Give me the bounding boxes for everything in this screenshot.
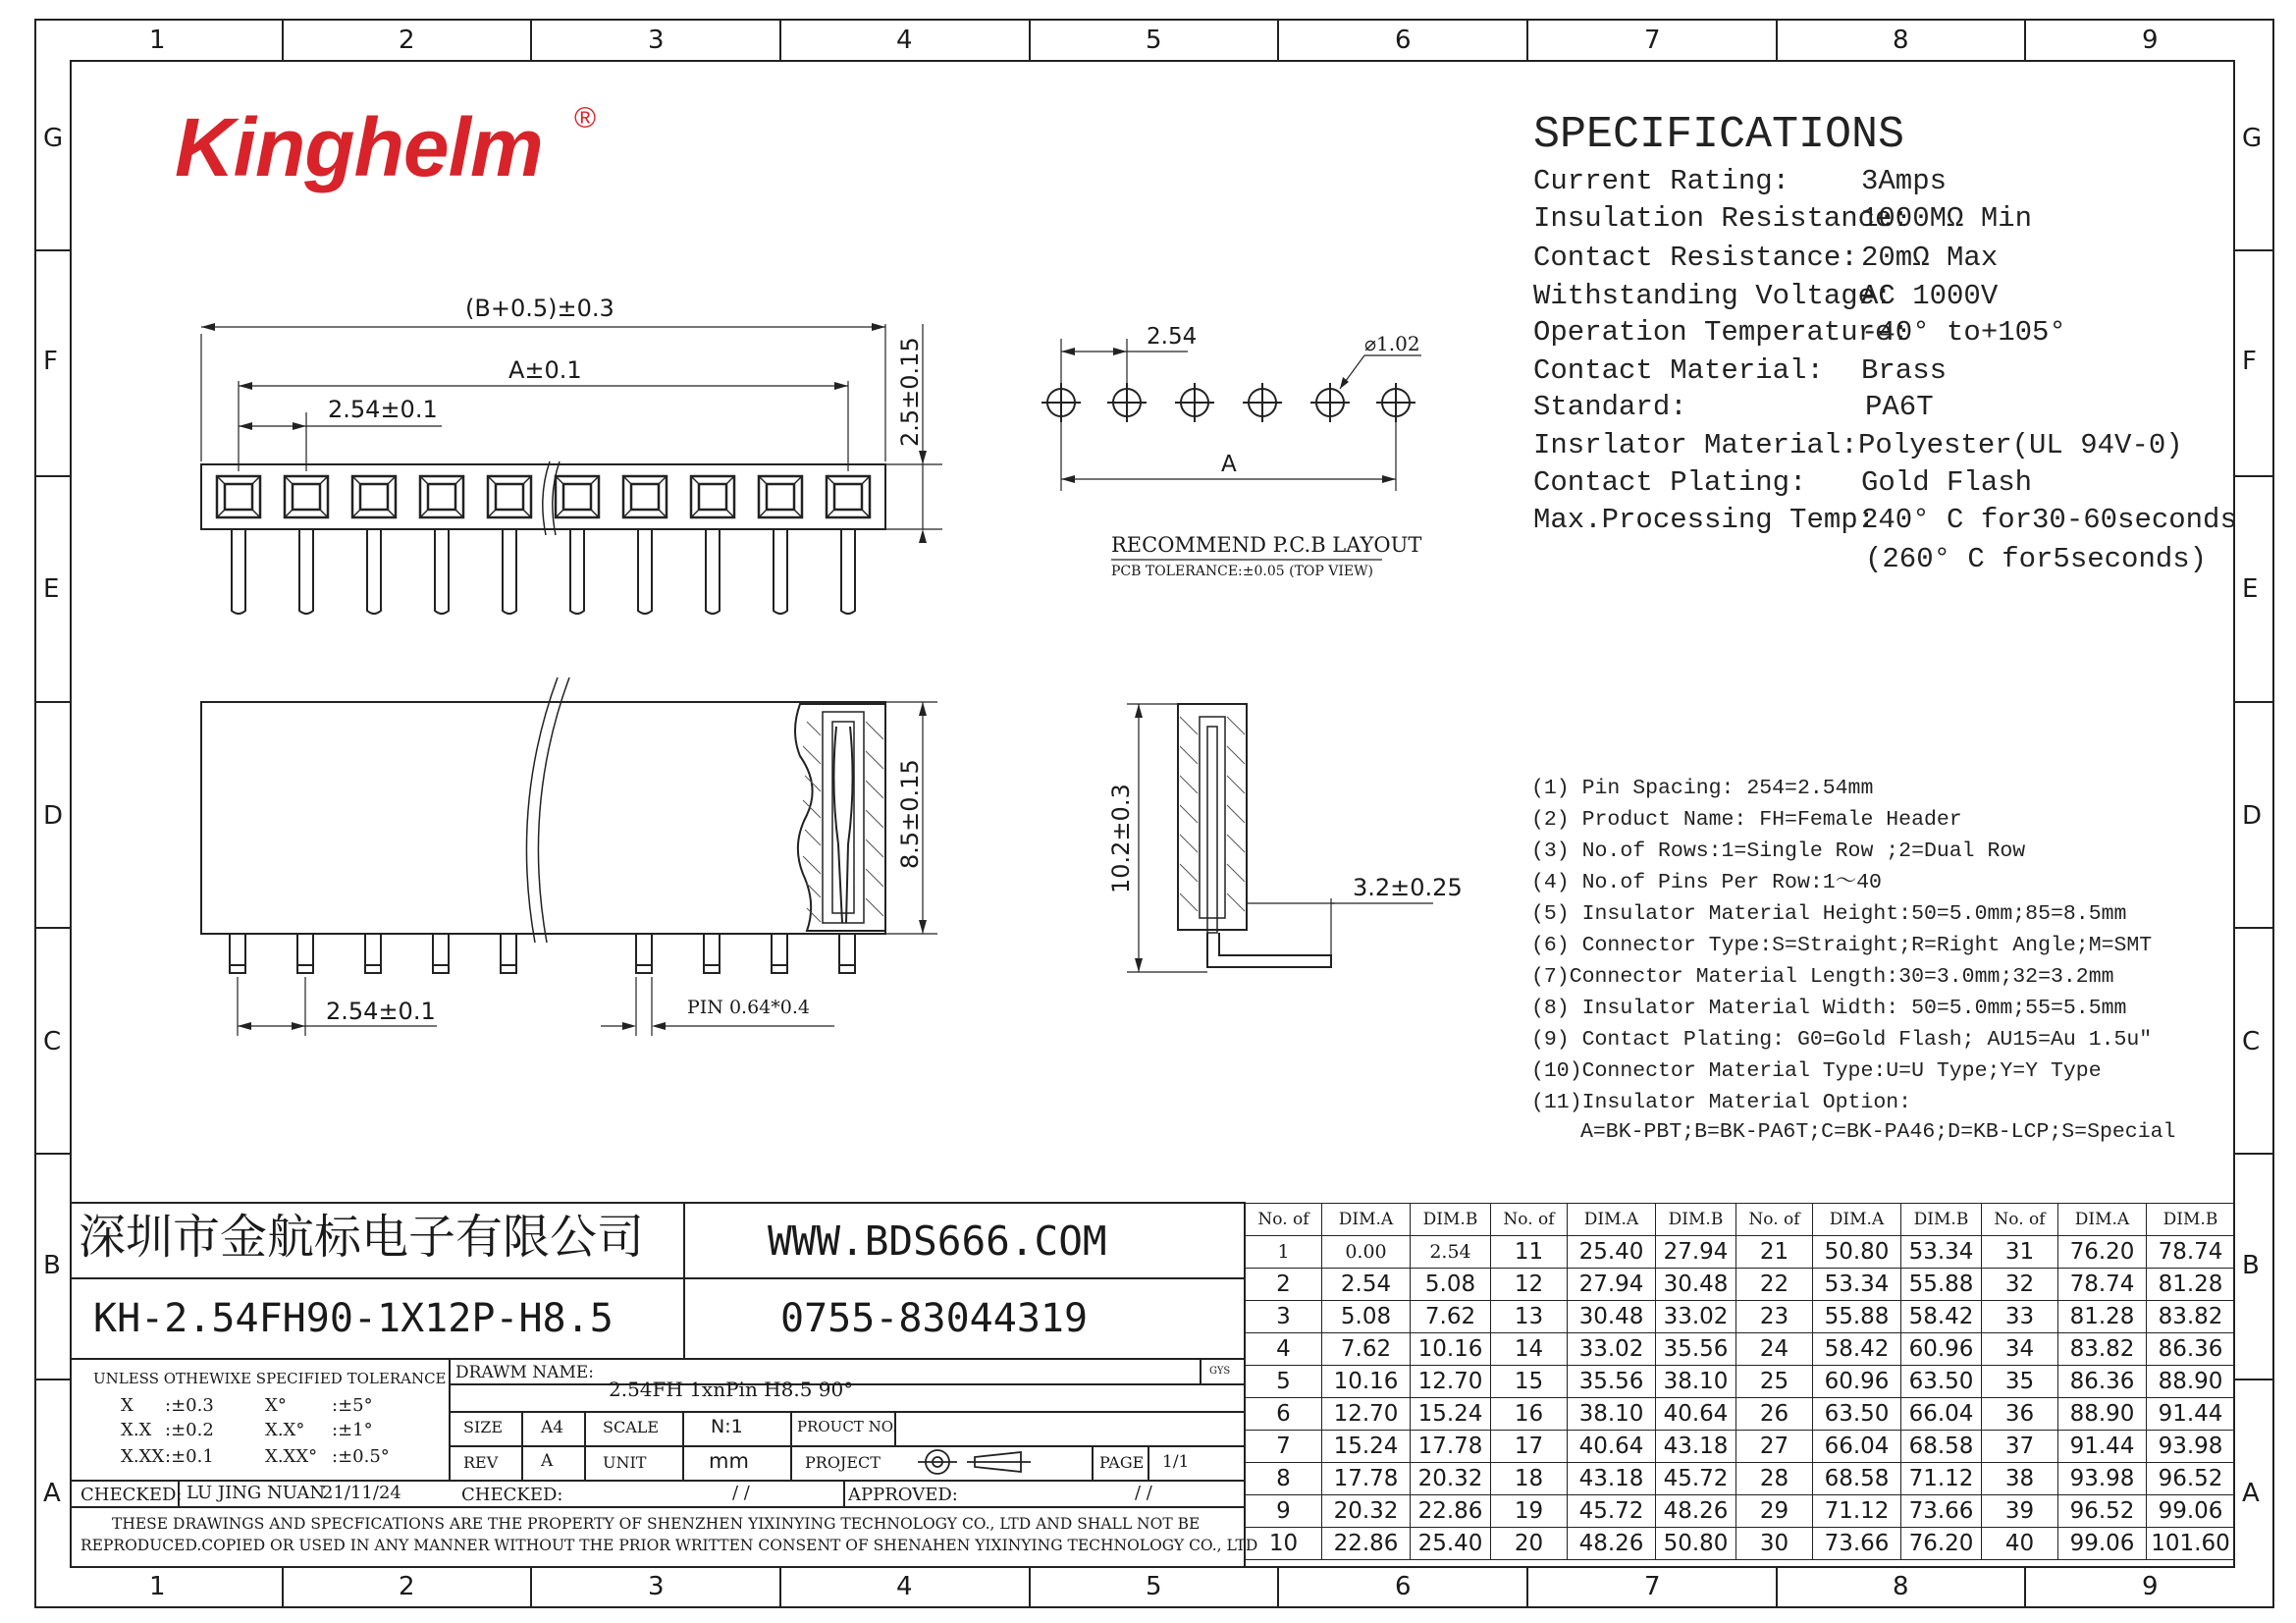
table-cell: 7.62 xyxy=(1322,1333,1411,1366)
note-item: (11)Insulator Material Option: xyxy=(1531,1091,1912,1114)
row-label: E xyxy=(2242,574,2259,604)
row-label: B xyxy=(43,1251,61,1280)
table-cell: 81.28 xyxy=(2058,1301,2147,1333)
table-cell: 43.18 xyxy=(1656,1431,1736,1463)
tol-x: X xyxy=(121,1395,133,1416)
spec-value: 3Amps xyxy=(1861,165,1948,197)
size-label: SIZE xyxy=(463,1418,504,1436)
table-cell: 76.20 xyxy=(2058,1236,2147,1269)
row-label: A xyxy=(2242,1479,2260,1508)
table-cell: 24 xyxy=(1736,1333,1813,1366)
side-view xyxy=(1127,704,1433,972)
table-cell: 2.54 xyxy=(1411,1236,1491,1269)
col-label: 8 xyxy=(1893,1572,1909,1601)
table-cell: 39 xyxy=(1982,1495,2058,1528)
table-cell: 66.04 xyxy=(1901,1398,1982,1431)
table-cell: 21 xyxy=(1736,1236,1813,1269)
spec-label: Standard: xyxy=(1533,391,1687,423)
table-cell: 55.88 xyxy=(1813,1301,1901,1333)
col-label: 2 xyxy=(399,26,415,55)
table-cell: 63.50 xyxy=(1901,1366,1982,1398)
table-cell: 11 xyxy=(1491,1236,1568,1269)
table-cell: 4 xyxy=(1246,1333,1322,1366)
table-cell: 68.58 xyxy=(1813,1463,1901,1495)
notice-line: THESE DRAWINGS AND SPECFICATIONS ARE THE PROPERTY OF SHENZHEN YIXINYING TECHNOLOGY CO., LTD AND SHALL NOT BE xyxy=(112,1515,1201,1533)
table-cell: 6 xyxy=(1246,1398,1322,1431)
table-header-cell: No. of xyxy=(1491,1204,1568,1236)
table-cell: 31 xyxy=(1982,1236,2058,1269)
size-value: A4 xyxy=(541,1418,564,1437)
table-cell: 5.08 xyxy=(1322,1301,1411,1333)
dim-hole-label: ⌀1.02 xyxy=(1364,332,1420,355)
phone-number: 0755-83044319 xyxy=(780,1296,1089,1341)
table-cell: 15.24 xyxy=(1411,1398,1491,1431)
table-cell: 5.08 xyxy=(1411,1269,1491,1301)
note-item: (10)Connector Material Type:U=U Type;Y=Y Type xyxy=(1531,1059,2102,1083)
table-row xyxy=(1246,1431,2235,1463)
table-cell: 27.94 xyxy=(1568,1269,1656,1301)
table-cell: 86.36 xyxy=(2147,1333,2235,1366)
table-cell: 91.44 xyxy=(2058,1431,2147,1463)
table-cell: 73.66 xyxy=(1901,1495,1982,1528)
col-label: 4 xyxy=(896,1572,913,1601)
product-no-label: PROUCT NO. xyxy=(797,1418,897,1435)
table-header-row xyxy=(1246,1204,2235,1236)
page-label: PAGE xyxy=(1099,1453,1145,1472)
dim-body-height-label: 8.5±0.15 xyxy=(896,759,924,869)
dim-height-label: 2.5±0.15 xyxy=(896,337,924,447)
note-item: (8) Insulator Material Width: 50=5.0mm;55=5.5mm xyxy=(1531,997,2127,1020)
tol-xx-val: :±0.2 xyxy=(165,1420,214,1440)
table-cell: 58.42 xyxy=(1813,1333,1901,1366)
table-cell: 27.94 xyxy=(1656,1236,1736,1269)
spec-value: 20mΩ Max xyxy=(1861,242,1999,274)
table-cell: 38.10 xyxy=(1656,1366,1736,1398)
table-cell: 58.42 xyxy=(1901,1301,1982,1333)
table-cell: 29 xyxy=(1736,1495,1813,1528)
table-cell: 35 xyxy=(1982,1366,2058,1398)
spec-value: 1000MΩ Min xyxy=(1861,202,2033,235)
table-cell: 16 xyxy=(1491,1398,1568,1431)
spec-value: AC 1000V xyxy=(1861,280,1999,312)
table-cell: 25.40 xyxy=(1411,1528,1491,1560)
table-cell: 17 xyxy=(1491,1431,1568,1463)
row-label: D xyxy=(2242,801,2263,831)
table-header-cell: DIM.A xyxy=(1322,1204,1411,1236)
table-cell: 40.64 xyxy=(1656,1398,1736,1431)
table-cell: 40.64 xyxy=(1568,1431,1656,1463)
table-cell: 50.80 xyxy=(1656,1528,1736,1560)
table-row xyxy=(1246,1495,2235,1528)
checked2-slash: / / xyxy=(732,1483,750,1503)
table-cell: 17.78 xyxy=(1322,1463,1411,1495)
spec-label: Contact Resistance: xyxy=(1533,242,1858,274)
table-cell: 10 xyxy=(1246,1528,1322,1560)
project-label: PROJECT xyxy=(805,1453,881,1472)
dim-tail-label: 3.2±0.25 xyxy=(1353,874,1463,901)
table-cell: 55.88 xyxy=(1901,1269,1982,1301)
col-label: 9 xyxy=(2142,26,2159,55)
table-cell: 53.34 xyxy=(1901,1236,1982,1269)
table-cell: 63.50 xyxy=(1813,1398,1901,1431)
table-cell: 7 xyxy=(1246,1431,1322,1463)
table-cell: 43.18 xyxy=(1568,1463,1656,1495)
website: WWW.BDS666.COM xyxy=(768,1217,1107,1265)
dim-pcb-a-label: A xyxy=(1221,452,1237,477)
note-item: (9) Contact Plating: G0=Gold Flash; AU15=Au 1.5u″ xyxy=(1531,1028,2153,1052)
col-label: 4 xyxy=(896,26,913,55)
table-row xyxy=(1246,1398,2235,1431)
row-label: C xyxy=(43,1027,62,1056)
table-cell: 19 xyxy=(1491,1495,1568,1528)
spec-label: Withstanding Voltage: xyxy=(1533,280,1893,312)
kinghelm-logo: Kinghelm xyxy=(175,101,543,193)
table-cell: 76.20 xyxy=(1901,1528,1982,1560)
table-header-cell: DIM.B xyxy=(1411,1204,1491,1236)
col-label: 5 xyxy=(1146,26,1162,55)
table-cell: 30.48 xyxy=(1568,1301,1656,1333)
table-header-cell: No. of xyxy=(1246,1204,1322,1236)
tol-xxdeg-val: :±0.5° xyxy=(332,1446,390,1467)
spec-label: Contact Plating: xyxy=(1533,466,1807,499)
table-cell: 7.62 xyxy=(1411,1301,1491,1333)
table-header-cell: DIM.B xyxy=(1901,1204,1982,1236)
note-item: (3) No.of Rows:1=Single Row ;2=Dual Row xyxy=(1531,839,2026,863)
table-cell: 93.98 xyxy=(2147,1431,2235,1463)
table-cell: 22 xyxy=(1736,1269,1813,1301)
table-cell: 71.12 xyxy=(1901,1463,1982,1495)
table-cell: 34 xyxy=(1982,1333,2058,1366)
table-cell: 23 xyxy=(1736,1301,1813,1333)
spec-label: Insulation Resistance: xyxy=(1533,202,1909,235)
table-cell: 40 xyxy=(1982,1528,2058,1560)
dim-pitch-label: 2.54±0.1 xyxy=(328,396,438,423)
table-header-cell: DIM.A xyxy=(1568,1204,1656,1236)
table-cell: 60.96 xyxy=(1813,1366,1901,1398)
table-cell: 93.98 xyxy=(2058,1463,2147,1495)
table-cell: 78.74 xyxy=(2058,1269,2147,1301)
dim-a-label: A±0.1 xyxy=(508,356,582,384)
table-cell: 66.04 xyxy=(1813,1431,1901,1463)
table-cell: 45.72 xyxy=(1656,1463,1736,1495)
pcb-layout xyxy=(1041,339,1421,560)
table-row xyxy=(1246,1333,2235,1366)
table-row xyxy=(1246,1236,2235,1269)
table-cell: 33.02 xyxy=(1656,1301,1736,1333)
table-cell: 13 xyxy=(1491,1301,1568,1333)
table-cell: 30 xyxy=(1736,1528,1813,1560)
pcb-layout-title: RECOMMEND P.C.B LAYOUT xyxy=(1111,533,1422,557)
table-row xyxy=(1246,1528,2235,1560)
tol-xdeg-val: :±1° xyxy=(332,1420,373,1440)
gys-label: GYS xyxy=(1209,1366,1231,1377)
tol-xx: X.X xyxy=(121,1420,152,1440)
page-value: 1/1 xyxy=(1162,1452,1190,1472)
col-label: 3 xyxy=(648,26,665,55)
col-label: 8 xyxy=(1893,26,1909,55)
table-cell: 20.32 xyxy=(1322,1495,1411,1528)
col-label: 5 xyxy=(1146,1572,1162,1601)
table-cell: 32 xyxy=(1982,1269,2058,1301)
table-row xyxy=(1246,1366,2235,1398)
table-cell: 35.56 xyxy=(1656,1333,1736,1366)
table-cell: 27 xyxy=(1736,1431,1813,1463)
registered-mark: ® xyxy=(574,102,597,135)
col-label: 7 xyxy=(1644,26,1661,55)
table-cell: 33 xyxy=(1982,1301,2058,1333)
table-cell: 91.44 xyxy=(2147,1398,2235,1431)
table-row xyxy=(1246,1463,2235,1495)
spec-value-extra: (260° C for5seconds) xyxy=(1865,543,2208,575)
spec-value: Gold Flash xyxy=(1861,466,2033,499)
checked-value: LU JING NUAN xyxy=(187,1483,326,1503)
tol-xxdeg: X.XX° xyxy=(265,1446,318,1467)
dim-pcb-pitch-label: 2.54 xyxy=(1147,324,1198,350)
table-cell: 30.48 xyxy=(1656,1269,1736,1301)
checked-date: 21/11/24 xyxy=(322,1483,401,1503)
table-cell: 20 xyxy=(1491,1528,1568,1560)
row-label: D xyxy=(43,801,64,831)
table-cell: 53.34 xyxy=(1813,1269,1901,1301)
table-cell: 15.24 xyxy=(1322,1431,1411,1463)
table-cell: 68.58 xyxy=(1901,1431,1982,1463)
row-label: G xyxy=(2242,124,2263,153)
table-cell: 88.90 xyxy=(2058,1398,2147,1431)
table-cell: 26 xyxy=(1736,1398,1813,1431)
row-label: F xyxy=(2242,347,2257,376)
note-item: A=BK-PBT;B=BK-PA6T;C=BK-PA46;D=KB-LCP;S=Special xyxy=(1580,1120,2176,1144)
scale-label: SCALE xyxy=(603,1418,660,1436)
note-item: (6) Connector Type:S=Straight;R=Right Angle;M=SMT xyxy=(1531,934,2153,957)
specs-title: SPECIFICATIONS xyxy=(1533,110,1905,160)
spec-label: Operation Temperature: xyxy=(1533,316,1909,349)
tol-xxx: X.XX xyxy=(121,1446,165,1467)
row-label: B xyxy=(2242,1251,2260,1280)
table-cell: 50.80 xyxy=(1813,1236,1901,1269)
table-cell: 101.60 xyxy=(2147,1528,2235,1560)
note-item: (2) Product Name: FH=Female Header xyxy=(1531,808,1962,832)
col-label: 6 xyxy=(1395,1572,1412,1601)
table-cell: 14 xyxy=(1491,1333,1568,1366)
table-cell: 1 xyxy=(1246,1236,1322,1269)
col-label: 3 xyxy=(648,1572,665,1601)
pcb-layout-tolerance: PCB TOLERANCE:±0.05 (TOP VIEW) xyxy=(1111,564,1373,579)
note-item: (5) Insulator Material Height:50=5.0mm;85=8.5mm xyxy=(1531,902,2127,926)
note-item: (4) No.of Pins Per Row:1～40 xyxy=(1531,871,1882,894)
table-cell: 10.16 xyxy=(1411,1333,1491,1366)
col-label: 6 xyxy=(1395,26,1412,55)
table-cell: 78.74 xyxy=(2147,1236,2235,1269)
table-cell: 45.72 xyxy=(1568,1495,1656,1528)
table-cell: 12 xyxy=(1491,1269,1568,1301)
tol-deg-val: :±5° xyxy=(332,1395,373,1416)
table-cell: 5 xyxy=(1246,1366,1322,1398)
table-cell: 86.36 xyxy=(2058,1366,2147,1398)
col-label: 7 xyxy=(1644,1572,1661,1601)
table-cell: 2 xyxy=(1246,1269,1322,1301)
spec-label: Current Rating: xyxy=(1533,165,1790,197)
table-header-cell: No. of xyxy=(1736,1204,1813,1236)
row-label: C xyxy=(2242,1027,2261,1056)
table-header-cell: No. of xyxy=(1982,1204,2058,1236)
table-cell: 48.26 xyxy=(1656,1495,1736,1528)
table-cell: 38.10 xyxy=(1568,1398,1656,1431)
table-cell: 96.52 xyxy=(2147,1463,2235,1495)
company-name: 深圳市金航标电子有限公司 xyxy=(79,1210,645,1265)
table-header-cell: DIM.B xyxy=(2147,1204,2235,1236)
table-cell: 9 xyxy=(1246,1495,1322,1528)
table-cell: 0.00 xyxy=(1322,1236,1411,1269)
table-cell: 71.12 xyxy=(1813,1495,1901,1528)
table-cell: 73.66 xyxy=(1813,1528,1901,1560)
spec-label: Max.Processing Temp: xyxy=(1533,504,1876,536)
rev-label: REV xyxy=(463,1453,499,1472)
table-cell: 25 xyxy=(1736,1366,1813,1398)
spec-value: Polyester(UL 94V-0) xyxy=(1858,429,2183,461)
table-cell: 22.86 xyxy=(1322,1528,1411,1560)
table-cell: 83.82 xyxy=(2058,1333,2147,1366)
row-label: G xyxy=(43,124,64,153)
table-cell: 35.56 xyxy=(1568,1366,1656,1398)
table-cell: 15 xyxy=(1491,1366,1568,1398)
tol-xxx-val: :±0.1 xyxy=(165,1446,214,1467)
table-cell: 38 xyxy=(1982,1463,2058,1495)
table-cell: 36 xyxy=(1982,1398,2058,1431)
approved-label: APPROVED: xyxy=(848,1485,958,1505)
table-cell: 83.82 xyxy=(2147,1301,2235,1333)
notice-line: REPRODUCED.COPIED OR USED IN ANY MANNER WITHOUT THE PRIOR WRITTEN CONSENT OF SHENAHEN YIXINYING TECHNOLOGY CO., LTD xyxy=(80,1537,1258,1554)
table-header-cell: DIM.A xyxy=(2058,1204,2147,1236)
table-cell: 12.70 xyxy=(1411,1366,1491,1398)
spec-label: Contact Material: xyxy=(1533,354,1824,387)
rev-value: A xyxy=(541,1451,554,1471)
table-cell: 81.28 xyxy=(2147,1269,2235,1301)
table-cell: 88.90 xyxy=(2147,1366,2235,1398)
note-item: (1) Pin Spacing: 254=2.54mm xyxy=(1531,777,1874,800)
drawn-name-label: DRAWM NAME: xyxy=(455,1363,594,1382)
spec-value: Brass xyxy=(1861,354,1948,387)
tol-xdeg: X.X° xyxy=(265,1420,305,1440)
table-cell: 17.78 xyxy=(1411,1431,1491,1463)
table-header-cell: DIM.A xyxy=(1813,1204,1901,1236)
table-row xyxy=(1246,1269,2235,1301)
dim-pin-label: PIN 0.64*0.4 xyxy=(687,997,810,1018)
table-row xyxy=(1246,1301,2235,1333)
part-number: KH-2.54FH90-1X12P-H8.5 xyxy=(93,1296,614,1341)
unit-label: UNIT xyxy=(603,1453,647,1472)
table-header-cell: DIM.B xyxy=(1656,1204,1736,1236)
spec-value: 240° C for30-60seconds xyxy=(1861,504,2237,536)
table-cell: 33.02 xyxy=(1568,1333,1656,1366)
tolerance-title: UNLESS OTHEWIXE SPECIFIED TOLERANCE xyxy=(93,1370,447,1387)
checked2-label: CHECKED: xyxy=(461,1485,563,1505)
table-cell: 99.06 xyxy=(2058,1528,2147,1560)
unit-value: mm xyxy=(709,1449,749,1473)
table-cell: 18 xyxy=(1491,1463,1568,1495)
spec-value: PA6T xyxy=(1865,391,1934,423)
tol-x-val: :±0.3 xyxy=(165,1395,214,1416)
table-cell: 25.40 xyxy=(1568,1236,1656,1269)
table-cell: 37 xyxy=(1982,1431,2058,1463)
spec-value: -40° to+105° xyxy=(1861,316,2066,349)
table-cell: 48.26 xyxy=(1568,1528,1656,1560)
row-label: A xyxy=(43,1479,61,1508)
spec-label: Insrlator Material: xyxy=(1533,429,1858,461)
table-cell: 28 xyxy=(1736,1463,1813,1495)
col-label: 2 xyxy=(399,1572,415,1601)
front-view xyxy=(201,677,937,1036)
tol-deg: X° xyxy=(265,1395,287,1416)
table-cell: 12.70 xyxy=(1322,1398,1411,1431)
dim-pitch2-label: 2.54±0.1 xyxy=(326,998,436,1025)
col-label: 1 xyxy=(149,26,166,55)
drawn-name-value: 2.54FH 1xnPin H8.5 90° xyxy=(609,1378,854,1401)
dim-overall-label: (B+0.5)±0.3 xyxy=(465,295,614,322)
table-cell: 60.96 xyxy=(1901,1333,1982,1366)
table-cell: 22.86 xyxy=(1411,1495,1491,1528)
table-cell: 3 xyxy=(1246,1301,1322,1333)
scale-value: N:1 xyxy=(711,1416,743,1437)
table-cell: 20.32 xyxy=(1411,1463,1491,1495)
approved-slash: / / xyxy=(1135,1483,1152,1503)
col-label: 9 xyxy=(2142,1572,2159,1601)
table-cell: 2.54 xyxy=(1322,1269,1411,1301)
table-cell: 99.06 xyxy=(2147,1495,2235,1528)
dimension-table xyxy=(1245,1203,2235,1560)
table-cell: 10.16 xyxy=(1322,1366,1411,1398)
checked-label: CHECKED: xyxy=(80,1485,183,1505)
row-label: F xyxy=(43,347,58,376)
dim-side-height-label: 10.2±0.3 xyxy=(1107,784,1135,893)
note-item: (7)Connector Material Length:30=3.0mm;32=3.2mm xyxy=(1531,965,2114,989)
row-label: E xyxy=(43,574,60,604)
col-label: 1 xyxy=(149,1572,166,1601)
table-cell: 8 xyxy=(1246,1463,1322,1495)
table-cell: 96.52 xyxy=(2058,1495,2147,1528)
projection-symbol xyxy=(918,1450,1031,1474)
